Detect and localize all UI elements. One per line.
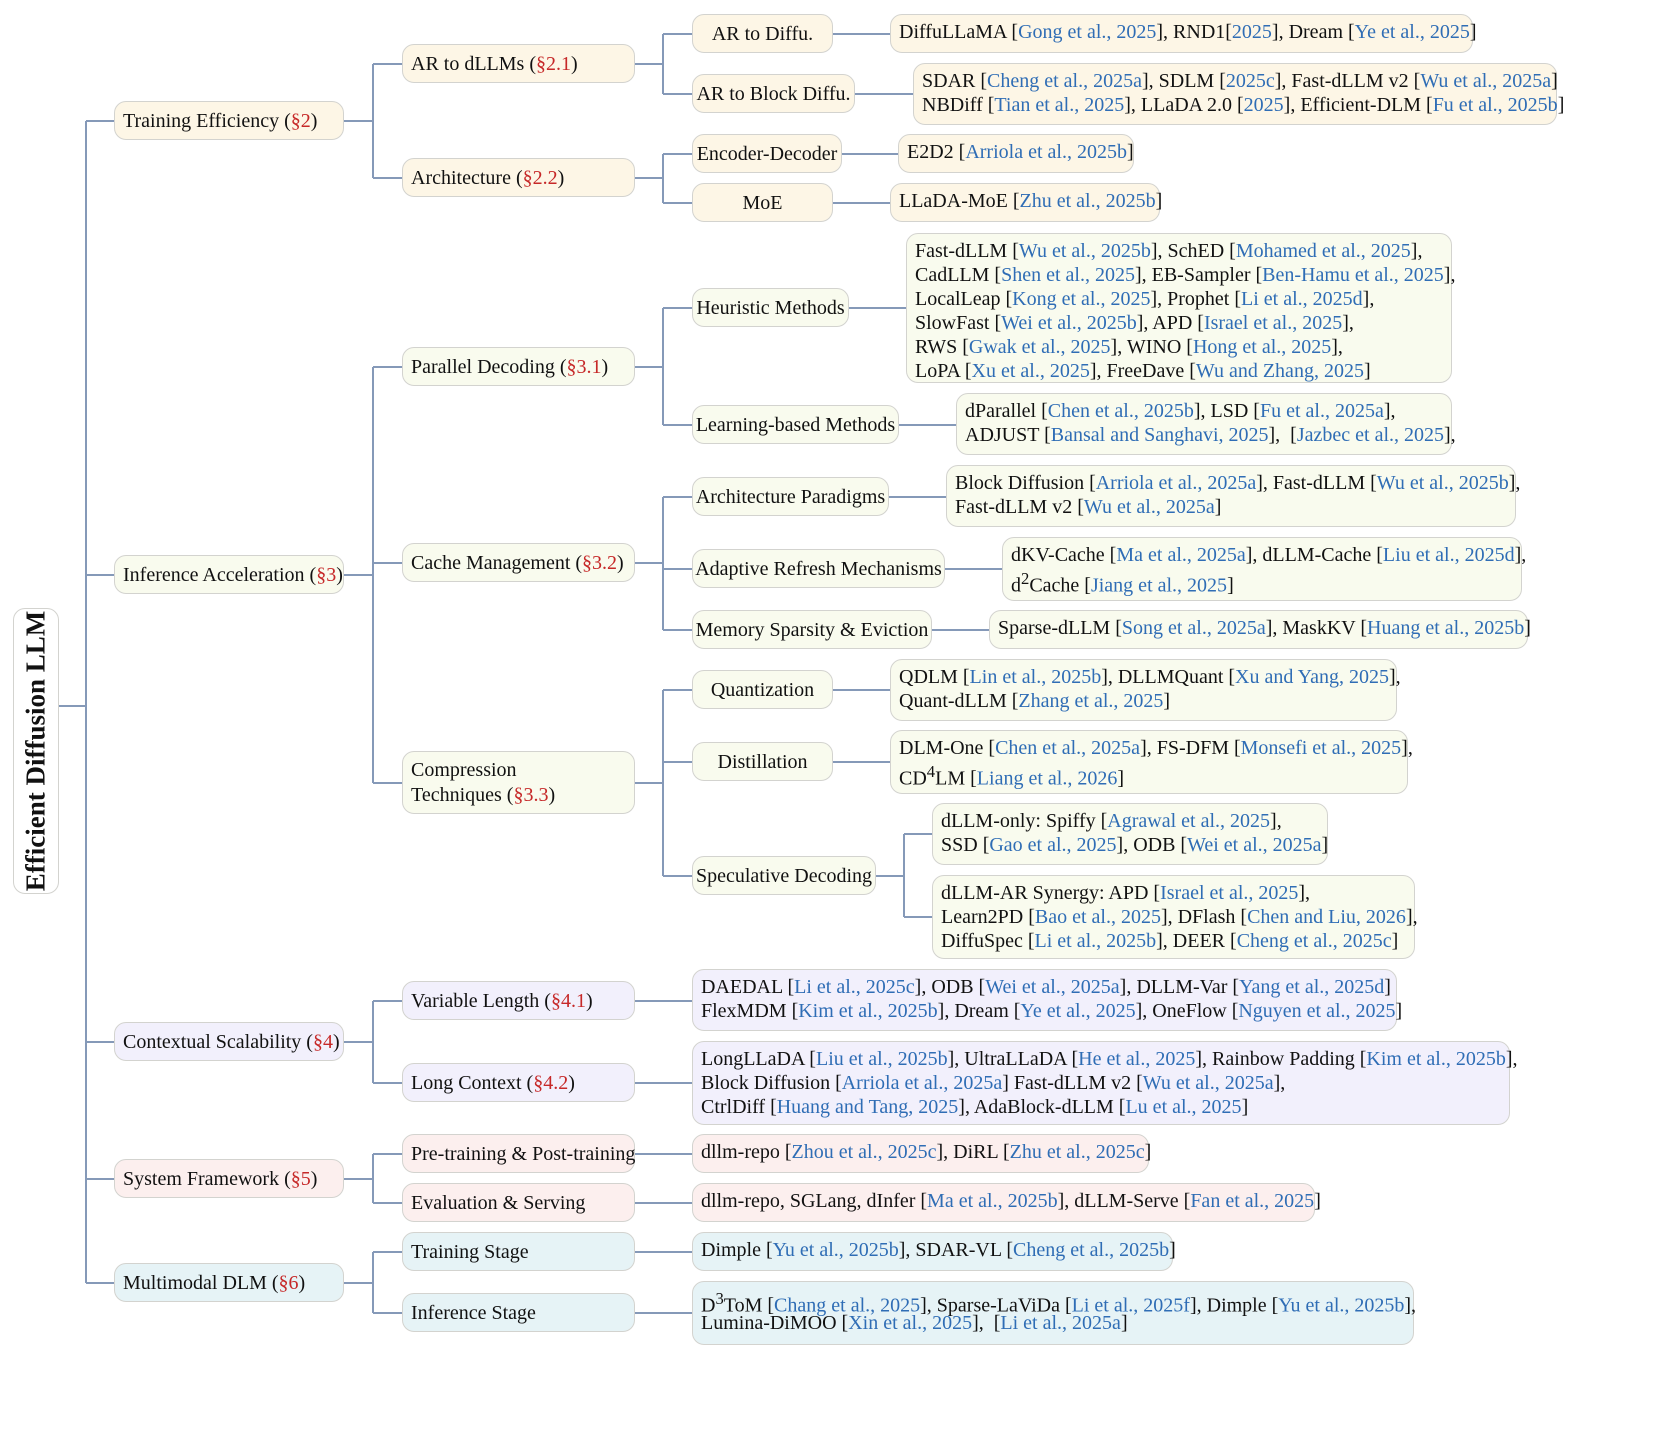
paper-line <box>941 809 1319 833</box>
subcategory-variable-length: Variable Length ( §4.1 ) <box>402 981 635 1020</box>
root-title: Efficient Diffusion LLM <box>20 610 51 892</box>
method-ar-to-diffu: AR to Diffu. <box>692 14 833 53</box>
paper-line <box>899 20 1477 44</box>
method-speculative-decoding: Speculative Decoding <box>692 856 876 895</box>
citation-link[interactable]: Kim et al., 2025b <box>798 1000 938 1022</box>
paper-text: ] <box>1126 141 1134 163</box>
citation-link[interactable]: Gong et al., 2025 <box>1018 21 1157 43</box>
citation-link[interactable]: Kong et al., 2025 <box>1012 288 1151 310</box>
citation-link[interactable]: Bao et al., 2025 <box>1034 906 1161 928</box>
paper-text: NBDiff [ <box>922 94 995 116</box>
subcategory-pre-training-post-training: Pre-training & Post-training <box>402 1134 635 1173</box>
paper-line <box>701 1189 1321 1213</box>
paper-list <box>692 1281 1417 1345</box>
citation-link[interactable]: Fan et al., 2025 <box>1190 1190 1315 1212</box>
paper-text: SlowFast [ <box>915 312 1002 334</box>
paper-list <box>906 233 1456 383</box>
category-inference-acceleration: Inference Acceleration ( §3 ) <box>114 555 344 594</box>
paper-text: DLM-One [ <box>899 737 996 759</box>
citation-link[interactable]: Zhu et al., 2025b <box>1019 190 1156 212</box>
paper-line <box>941 929 1406 953</box>
citation-link[interactable]: Wei et al., 2025a <box>985 976 1120 998</box>
citation-link[interactable]: Cheng et al., 2025a <box>987 70 1142 92</box>
paper-text: D <box>701 1294 716 1317</box>
paper-text: ], [ <box>1268 424 1297 446</box>
paper-text: Fast-dLLM v2 [ <box>955 496 1084 518</box>
citation-link[interactable]: Wei et al., 2025a <box>1187 834 1322 856</box>
paper-line <box>941 833 1329 857</box>
paper-text: ] <box>1144 1141 1152 1163</box>
category-multimodal-dlm: Multimodal DLM ( §6 ) <box>114 1263 344 1302</box>
paper-text: ToM [ <box>723 1294 775 1317</box>
paper-text: ], Efficient-DLM [ <box>1283 94 1433 116</box>
paper-text: CadLLM [ <box>915 264 1002 286</box>
citation-link[interactable]: Shen et al., 2025 <box>1001 264 1135 286</box>
citation-link[interactable]: Cheng et al., 2025c <box>1236 930 1392 952</box>
citation-link[interactable]: Gwak et al., 2025 <box>968 336 1111 358</box>
citation-link[interactable]: Yu et al., 2025b <box>1278 1294 1405 1317</box>
citation-link[interactable]: Yang et al., 2025d <box>1239 976 1385 998</box>
citation-link[interactable]: Agrawal et al., 2025 <box>1107 810 1271 832</box>
paper-text: ], LSD [ <box>1193 400 1260 422</box>
paper-text: ] <box>1557 94 1565 116</box>
citation-link[interactable]: Liang et al., 2026 <box>976 767 1118 790</box>
paper-list <box>956 393 1456 455</box>
paper-text: QDLM [ <box>899 666 970 688</box>
paper-text: SSD [ <box>941 834 990 856</box>
paper-text: dKV-Cache [ <box>1011 544 1117 566</box>
citation-link[interactable]: Wu et al., 2025b <box>1018 240 1151 262</box>
paper-line <box>922 93 1565 117</box>
paper-text: ], <box>1298 882 1311 904</box>
paper-line <box>915 239 1443 263</box>
paper-text: LocalLeap [ <box>915 288 1013 310</box>
paper-line <box>941 905 1418 929</box>
paper-text: Block Diffusion [ <box>701 1072 842 1094</box>
paper-list <box>989 610 1531 649</box>
paper-text: ], DLLM-Var [ <box>1119 976 1240 998</box>
paper-text: ] <box>1214 496 1222 518</box>
paper-text: ], Sparse-LaViDa [ <box>920 1294 1072 1317</box>
paper-text: ], DiRL [ <box>936 1141 1010 1163</box>
method-architecture-paradigms: Architecture Paradigms <box>692 477 889 516</box>
paper-list <box>932 875 1418 959</box>
method-memory-sparsity-eviction: Memory Sparsity & Eviction <box>692 610 932 649</box>
paper-line <box>965 399 1443 423</box>
paper-line <box>701 1095 1501 1119</box>
paper-text: Quant-dLLM [ <box>899 690 1019 712</box>
paper-text: LLaDA-MoE [ <box>899 190 1020 212</box>
paper-list <box>692 1041 1518 1125</box>
paper-text: ], SDAR-VL [ <box>898 1239 1013 1261</box>
paper-line <box>915 359 1443 383</box>
citation-link[interactable]: Liu et al., 2025b <box>815 1048 948 1070</box>
superscript: 2 <box>1021 569 1030 588</box>
citation-link[interactable]: Wu et al., 2025a <box>1083 496 1215 518</box>
paper-text: ], Dream [ <box>937 1000 1021 1022</box>
citation-link[interactable]: Xu et al., 2025 <box>971 360 1090 382</box>
paper-line <box>965 423 1456 447</box>
paper-text: LongLLaDA [ <box>701 1048 816 1070</box>
category-system-framework: System Framework ( §5 ) <box>114 1159 344 1198</box>
citation-link[interactable]: Li et al., 2025c <box>794 976 915 998</box>
paper-text: ], Prophet [ <box>1150 288 1242 310</box>
method-adaptive-refresh-mechanisms: Adaptive Refresh Mechanisms <box>692 549 945 588</box>
paper-text: ], dLLM-Serve [ <box>1057 1190 1191 1212</box>
paper-text: d <box>1011 574 1021 597</box>
subcategory-architecture: Architecture ( §2.2 ) <box>402 158 635 197</box>
citation-link[interactable]: Huang and Tang, 2025 <box>776 1096 959 1118</box>
paper-text: Lumina-DiMOO [ <box>701 1312 849 1334</box>
paper-line <box>955 471 1521 495</box>
citation-link[interactable]: Arriola et al., 2025b <box>965 141 1127 163</box>
paper-text: DiffuLLaMA [ <box>899 21 1019 43</box>
paper-text: Cache [ <box>1029 574 1091 597</box>
paper-line <box>915 287 1443 311</box>
paper-text: ], Dream [ <box>1271 21 1355 43</box>
subcategory-inference-stage: Inference Stage <box>402 1293 635 1332</box>
paper-text: ], APD [ <box>1136 312 1204 334</box>
paper-list <box>913 63 1565 125</box>
category-training-efficiency: Training Efficiency ( §2 ) <box>114 101 344 140</box>
paper-text: ], SchED [ <box>1150 240 1236 262</box>
citation-link[interactable]: Chang et al., 2025 <box>774 1294 921 1317</box>
citation-link[interactable]: Arriola et al., 2025a <box>1095 472 1257 494</box>
method-heuristic-methods: Heuristic Methods <box>692 288 849 327</box>
paper-text: Sparse-dLLM [ <box>998 617 1122 639</box>
paper-text: ], MaskKV [ <box>1265 617 1368 639</box>
subcategory-evaluation-serving: Evaluation & Serving <box>402 1183 635 1222</box>
paper-line <box>701 999 1403 1023</box>
paper-list <box>692 1134 1152 1173</box>
citation-link[interactable]: Ye et al., 2025 <box>1020 1000 1136 1022</box>
paper-text: ], <box>1273 1072 1286 1094</box>
paper-text: ], <box>1410 240 1423 262</box>
paper-text: ], SDLM [ <box>1141 70 1226 92</box>
citation-link[interactable]: Tian et al., 2025 <box>994 94 1125 116</box>
paper-text: ], <box>1505 1048 1518 1070</box>
paper-text: ADJUST [ <box>965 424 1051 446</box>
citation-link[interactable]: Xu and Yang, 2025 <box>1235 666 1389 688</box>
citation-link[interactable]: Yu et al., 2025b <box>772 1239 899 1261</box>
paper-text: ], Dimple [ <box>1189 1294 1279 1317</box>
citation-link[interactable]: Chen et al., 2025a <box>995 737 1141 759</box>
subcategory-compression-techniques: Compression Techniques (§3.3) <box>402 751 635 814</box>
paper-text: ], Rainbow Padding [ <box>1195 1048 1367 1070</box>
citation-link[interactable]: Li et al., 2025a <box>1000 1312 1121 1334</box>
paper-text: dllm-repo, SGLang, dInfer [ <box>701 1190 928 1212</box>
citation-link[interactable]: Ma et al., 2025a <box>1116 544 1246 566</box>
paper-line <box>1011 543 1527 567</box>
paper-line <box>915 311 1443 335</box>
paper-text: ], EB-Sampler [ <box>1134 264 1263 286</box>
citation-link[interactable]: Ma et al., 2025b <box>927 1190 1058 1212</box>
paper-text: ], ODB [ <box>914 976 986 998</box>
paper-text: ], DEER [ <box>1156 930 1237 952</box>
citation-link[interactable]: Huang et al., 2025b <box>1367 617 1525 639</box>
paper-text: Dimple [ <box>701 1239 773 1261</box>
paper-text: RWS [ <box>915 336 969 358</box>
paper-list <box>890 183 1163 222</box>
paper-text: ], DFlash [ <box>1160 906 1248 928</box>
paper-list <box>890 14 1477 53</box>
paper-text: ], ODB [ <box>1116 834 1188 856</box>
paper-text: ] <box>1117 767 1124 790</box>
method-ar-to-block-diffu: AR to Block Diffu. <box>692 74 855 113</box>
paper-text: ], FS-DFM [ <box>1140 737 1241 759</box>
category-contextual-scalability: Contextual Scalability ( §4 ) <box>114 1022 344 1061</box>
paper-text: dLLM-AR Synergy: APD [ <box>941 882 1161 904</box>
paper-text: ] <box>1391 930 1399 952</box>
paper-text: ] <box>1321 834 1329 856</box>
paper-text: ], Fast-dLLM [ <box>1256 472 1377 494</box>
paper-text: ], DLLMQuant [ <box>1101 666 1236 688</box>
paper-line <box>701 1140 1152 1164</box>
paper-text: ], UltraLLaDA [ <box>947 1048 1079 1070</box>
citation-link[interactable]: Nguyen et al., 2025 <box>1238 1000 1396 1022</box>
paper-line <box>922 69 1558 93</box>
paper-text: Block Diffusion [ <box>955 472 1096 494</box>
citation-link[interactable]: Israel et al., 2025 <box>1203 312 1343 334</box>
paper-text: SDAR [ <box>922 70 988 92</box>
paper-text: ] <box>1363 360 1371 382</box>
paper-line <box>899 689 1388 713</box>
citation-link[interactable]: Arriola et al., 2025a <box>841 1072 1003 1094</box>
paper-text: ] <box>1314 1190 1321 1212</box>
paper-text: ], Fast-dLLM v2 [ <box>1274 70 1421 92</box>
paper-text: E2D2 [ <box>907 141 966 163</box>
paper-text: ], <box>1362 288 1375 310</box>
paper-list <box>692 969 1403 1031</box>
paper-text: ], <box>1342 312 1354 334</box>
citation-link[interactable]: Mohamed et al., 2025 <box>1235 240 1411 262</box>
citation-link[interactable]: Li et al., 2025f <box>1071 1294 1190 1317</box>
citation-link[interactable]: Xin et al., 2025 <box>848 1312 973 1334</box>
paper-line <box>955 495 1507 519</box>
paper-text: ] <box>1163 690 1171 712</box>
paper-text: ], RND1[ <box>1156 21 1232 43</box>
paper-line <box>701 1047 1518 1071</box>
paper-text: ] <box>1227 574 1234 597</box>
citation-link[interactable]: Liu et al., 2025d <box>1382 544 1515 566</box>
paper-list <box>692 1183 1321 1222</box>
paper-text: ] <box>1524 617 1531 639</box>
method-encoder-decoder: Encoder-Decoder <box>692 134 842 173</box>
paper-list <box>890 659 1401 721</box>
method-quantization: Quantization <box>692 670 833 709</box>
paper-text: ] <box>1469 21 1477 43</box>
paper-line <box>941 881 1406 905</box>
citation-link[interactable]: Wu and Zhang, 2025 <box>1195 360 1364 382</box>
paper-text: ], AdaBlock-dLLM [ <box>958 1096 1126 1118</box>
paper-text: Learn2PD [ <box>941 906 1035 928</box>
citation-link[interactable]: Lin et al., 2025b <box>969 666 1102 688</box>
citation-link[interactable]: 2025c <box>1225 70 1275 92</box>
citation-link[interactable]: Zhou et al., 2025c <box>791 1141 937 1163</box>
citation-link[interactable]: Israel et al., 2025 <box>1160 882 1299 904</box>
paper-list <box>946 465 1521 527</box>
paper-text: ], <box>1383 400 1396 422</box>
paper-text: dllm-repo [ <box>701 1141 792 1163</box>
paper-text: ], WINO [ <box>1110 336 1193 358</box>
citation-link[interactable]: Jiang et al., 2025 <box>1090 574 1228 597</box>
citation-link[interactable]: Song et al., 2025a <box>1121 617 1266 639</box>
paper-text: ], <box>1331 336 1343 358</box>
paper-list <box>1002 537 1527 601</box>
paper-text: ], <box>1270 810 1282 832</box>
citation-link[interactable]: Gao et al., 2025 <box>989 834 1117 856</box>
paper-text: FlexMDM [ <box>701 1000 799 1022</box>
citation-link[interactable]: Zhu et al., 2025c <box>1009 1141 1145 1163</box>
citation-link[interactable]: He et al., 2025 <box>1078 1048 1196 1070</box>
paper-list <box>890 730 1413 794</box>
citation-link[interactable]: Monsefi et al., 2025 <box>1240 737 1402 759</box>
citation-link[interactable]: Bansal and Sanghavi, 2025 <box>1050 424 1269 446</box>
paper-text: ], [ <box>972 1312 1001 1334</box>
citation-link[interactable]: Wu et al., 2025a <box>1142 1072 1274 1094</box>
paper-text: Fast-dLLM [ <box>915 240 1019 262</box>
paper-text: ], <box>1404 1294 1417 1317</box>
citation-link[interactable]: Zhang et al., 2025 <box>1018 690 1164 712</box>
citation-link[interactable]: Cheng et al., 2025b <box>1013 1239 1170 1261</box>
paper-text: ] Fast-dLLM v2 [ <box>1002 1072 1143 1094</box>
subcategory-parallel-decoding: Parallel Decoding ( §3.1 ) <box>402 347 635 386</box>
paper-line <box>701 975 1391 999</box>
superscript: 3 <box>715 1289 724 1308</box>
paper-text: ] <box>1120 1312 1128 1334</box>
paper-text: ], <box>1443 264 1456 286</box>
paper-line <box>701 1238 1176 1262</box>
paper-text: ] <box>1169 1239 1176 1261</box>
paper-text: ] <box>1241 1096 1249 1118</box>
paper-text: LM [ <box>935 767 977 790</box>
paper-text: DiffuSpec [ <box>941 930 1035 952</box>
method-moe: MoE <box>692 183 833 222</box>
citation-link[interactable]: Ben-Hamu et al., 2025 <box>1262 264 1444 286</box>
paper-text: CD <box>899 767 927 790</box>
paper-text: dLLM-only: Spiffy [ <box>941 810 1108 832</box>
subcategory-cache-management: Cache Management ( §3.2 ) <box>402 543 635 582</box>
citation-link[interactable]: Li et al., 2025b <box>1034 930 1157 952</box>
paper-text: ], <box>1388 666 1401 688</box>
superscript: 4 <box>926 762 936 781</box>
paper-text: ], <box>1401 737 1413 759</box>
citation-link[interactable]: Fu et al., 2025a <box>1259 400 1384 422</box>
root-node <box>13 608 59 894</box>
paper-line <box>1011 567 1513 597</box>
paper-text: DAEDAL [ <box>701 976 795 998</box>
paper-line <box>899 736 1413 760</box>
paper-text: CtrlDiff [ <box>701 1096 777 1118</box>
citation-link[interactable]: Wu et al., 2025b <box>1376 472 1509 494</box>
paper-line <box>899 760 1399 790</box>
citation-link[interactable]: Fu et al., 2025b <box>1432 94 1558 116</box>
citation-link[interactable]: Wei et al., 2025b <box>1001 312 1137 334</box>
paper-line <box>998 616 1531 640</box>
paper-text: ] <box>1155 190 1163 212</box>
citation-link[interactable]: Chen et al., 2025b <box>1047 400 1194 422</box>
citation-link[interactable]: Wu et al., 2025a <box>1420 70 1552 92</box>
paper-text: ], <box>1444 424 1456 446</box>
subcategory-training-stage: Training Stage <box>402 1232 635 1271</box>
citation-link[interactable]: Kim et al., 2025b <box>1366 1048 1506 1070</box>
paper-text: ], LLaDA 2.0 [ <box>1124 94 1244 116</box>
subcategory-long-context: Long Context ( §4.2 ) <box>402 1063 635 1102</box>
method-distillation: Distillation <box>692 742 833 781</box>
paper-line <box>915 263 1456 287</box>
paper-text: ], <box>1514 544 1527 566</box>
citation-link[interactable]: 2025 <box>1231 21 1272 43</box>
citation-link[interactable]: Hong et al., 2025 <box>1192 336 1332 358</box>
paper-line <box>907 140 1134 164</box>
paper-text: ] <box>1551 70 1558 92</box>
citation-link[interactable]: 2025 <box>1243 94 1284 116</box>
paper-text: ], OneFlow [ <box>1135 1000 1239 1022</box>
paper-list <box>898 134 1134 173</box>
paper-text: LoPA [ <box>915 360 972 382</box>
citation-link[interactable]: Jazbec et al., 2025 <box>1296 424 1445 446</box>
paper-list <box>692 1232 1176 1271</box>
paper-list <box>932 803 1328 865</box>
paper-text: ], <box>1405 906 1418 928</box>
paper-text: dParallel [ <box>965 400 1048 422</box>
paper-line <box>899 665 1401 689</box>
paper-text: ] <box>1384 976 1391 998</box>
citation-link[interactable]: Lu et al., 2025 <box>1125 1096 1242 1118</box>
paper-line <box>915 335 1443 359</box>
citation-link[interactable]: Ye et al., 2025 <box>1354 21 1470 43</box>
paper-line <box>701 1071 1501 1095</box>
paper-text: ] <box>1395 1000 1403 1022</box>
paper-text: ], <box>1508 472 1521 494</box>
paper-line <box>701 1287 1417 1317</box>
citation-link[interactable]: Chen and Liu, 2026 <box>1247 906 1406 928</box>
subcategory-ar-to-dllms: AR to dLLMs ( §2.1 ) <box>402 44 635 83</box>
citation-link[interactable]: Li et al., 2025d <box>1241 288 1363 310</box>
method-learning-based-methods: Learning-based Methods <box>692 405 899 444</box>
paper-text: ], dLLM-Cache [ <box>1245 544 1383 566</box>
paper-text: ], FreeDave [ <box>1089 360 1196 382</box>
paper-line <box>899 189 1163 213</box>
